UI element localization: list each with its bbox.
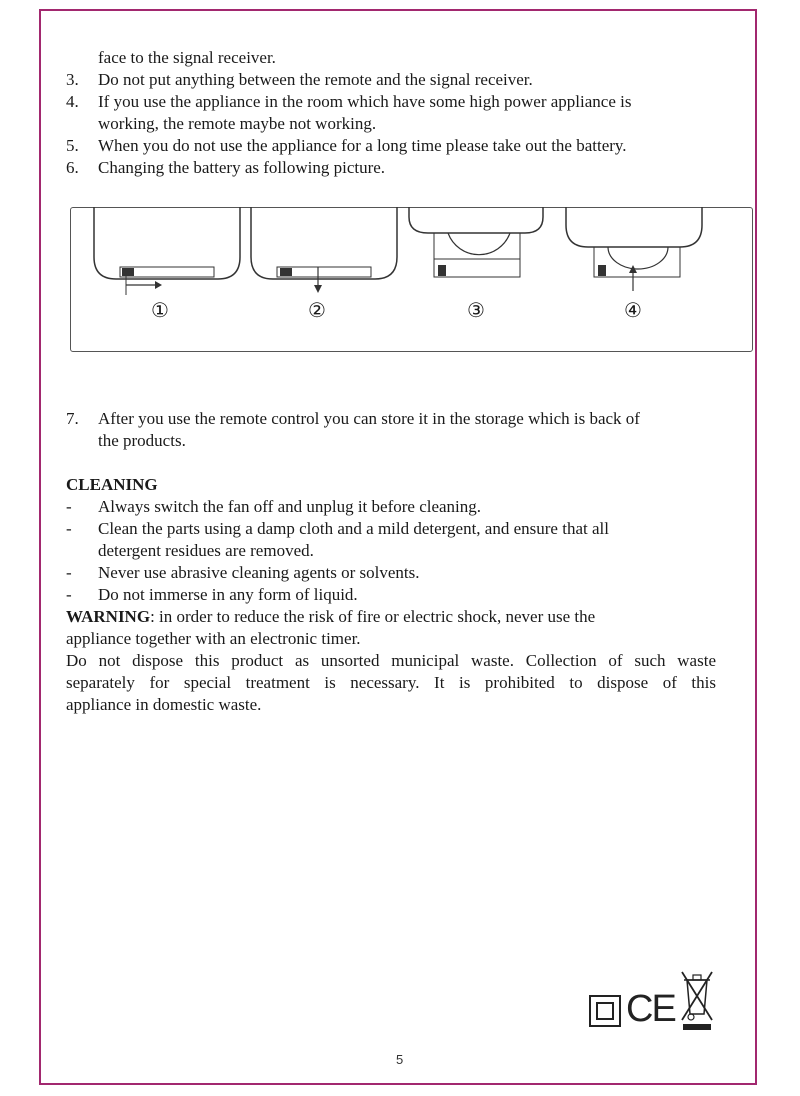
battery-change-figure <box>70 207 753 352</box>
warning-text: : in order to reduce the risk of fire or electric shock, never use the <box>150 607 596 626</box>
list-item-text: working, the remote maybe not working. <box>98 114 377 133</box>
battery-steps-illustration <box>70 207 753 352</box>
list-item-number: 7. <box>66 409 79 428</box>
list-item-text: When you do not use the appliance for a long time please take out the battery. <box>98 136 627 155</box>
list-item-text: If you use the appliance in the room which have some high power appliance is <box>98 92 632 111</box>
weee-bin-icon <box>680 970 714 1034</box>
disposal-text: Do not dispose this product as unsorted municipal waste. Collection of such waste <box>66 651 716 670</box>
bullet-dash: - <box>66 497 72 516</box>
disposal-text: appliance in domestic waste. <box>66 695 262 714</box>
list-item-text: Do not put anything between the remote and the signal receiver. <box>98 70 533 89</box>
list-item-text: After you use the remote control you can store it in the storage which is back of <box>98 409 640 428</box>
list-item-number: 5. <box>66 136 79 155</box>
bullet-dash: - <box>66 585 72 604</box>
list-continuation: face to the signal receiver. <box>98 48 276 67</box>
step-label: ④ <box>624 300 642 322</box>
ce-mark-icon: CE <box>626 988 675 1030</box>
list-item-number: 6. <box>66 158 79 177</box>
bullet-text: detergent residues are removed. <box>98 541 314 560</box>
warning-label: WARNING <box>66 607 151 626</box>
list-item-text: Changing the battery as following picture. <box>98 158 386 177</box>
disposal-text: separately for special treatment is necessary. It is prohibited to dispose of this <box>66 673 716 692</box>
step-4-illustration <box>566 207 702 291</box>
step-label: ② <box>308 300 326 322</box>
list-item-number: 3. <box>66 70 79 89</box>
page-number: 5 <box>396 1052 404 1067</box>
bullet-dash: - <box>66 519 72 538</box>
list-item-text: the products. <box>98 431 186 450</box>
bullet-dash: - <box>66 563 72 582</box>
step-2-illustration <box>251 207 397 293</box>
step-label: ③ <box>467 300 485 322</box>
warning-text-continued: appliance together with an electronic timer. <box>66 629 361 648</box>
warning-line <box>66 606 595 628</box>
bullet-text: Do not immerse in any form of liquid. <box>98 585 358 604</box>
step-label: ① <box>151 300 169 322</box>
step-1-illustration <box>94 207 240 295</box>
step-3-illustration <box>409 207 543 277</box>
list-item-number: 4. <box>66 92 79 111</box>
bullet-text: Never use abrasive cleaning agents or solvents. <box>98 563 420 582</box>
section-heading: CLEANING <box>66 475 158 494</box>
bullet-text: Always switch the fan off and unplug it before cleaning. <box>98 497 482 516</box>
bullet-text: Clean the parts using a damp cloth and a mild detergent, and ensure that all <box>98 519 609 538</box>
